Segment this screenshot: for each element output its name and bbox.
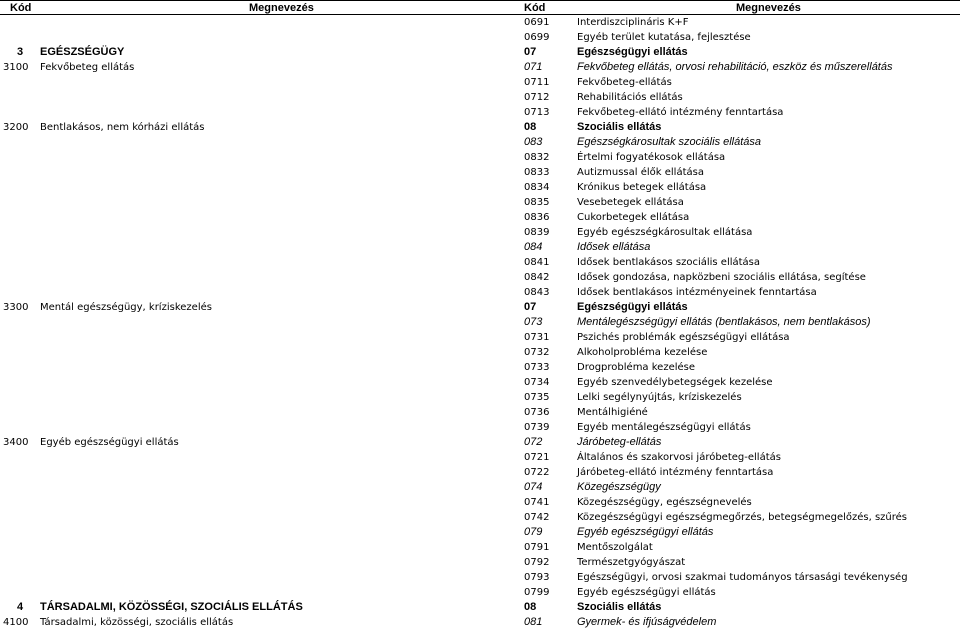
- right-name-cell: Közegészségügy, egészségnevelés: [577, 497, 752, 508]
- right-code-cell: 0721: [524, 452, 550, 463]
- right-code-cell: 0699: [524, 32, 550, 43]
- table-row: [0, 45, 960, 60]
- left-name-cell: EGÉSZSÉGÜGY: [40, 46, 125, 58]
- table-row: [0, 495, 960, 510]
- right-name-cell: Szociális ellátás: [577, 601, 662, 613]
- right-code-cell: 0832: [524, 152, 550, 163]
- right-code-cell: 0739: [524, 422, 550, 433]
- right-name-cell: Értelmi fogyatékosok ellátása: [577, 152, 726, 163]
- right-name-cell: Egyéb egészségügyi ellátás: [577, 526, 714, 538]
- left-name-cell: TÁRSADALMI, KÖZÖSSÉGI, SZOCIÁLIS ELLÁTÁS: [40, 601, 303, 613]
- right-name-cell: Egyéb terület kutatása, fejlesztése: [577, 32, 751, 43]
- left-code-cell: 3300: [3, 302, 29, 313]
- table-row: [0, 540, 960, 555]
- table-row: [0, 75, 960, 90]
- right-name-cell: Idősek bentlakásos intézményeinek fenntartása: [577, 287, 817, 298]
- right-name-cell: Fekvőbeteg-ellátás: [577, 77, 672, 88]
- right-code-cell: 073: [524, 316, 543, 328]
- right-code-cell: 0742: [524, 512, 550, 523]
- table-row: [0, 390, 960, 405]
- right-name-cell: Mentálhigiéné: [577, 407, 648, 418]
- table-row: [0, 480, 960, 495]
- right-code-cell: 0734: [524, 377, 550, 388]
- table-row: [0, 255, 960, 270]
- right-code-cell: 0711: [524, 77, 550, 88]
- right-code-cell: 0792: [524, 557, 550, 568]
- right-name-cell: Rehabilitációs ellátás: [577, 92, 683, 103]
- right-name-cell: Idősek gondozása, napközbeni szociális ellátása, segítése: [577, 272, 866, 283]
- table-row: [0, 555, 960, 570]
- right-code-cell: 0691: [524, 17, 550, 28]
- right-name-cell: Idősek ellátása: [577, 241, 651, 253]
- table-row: [0, 105, 960, 120]
- table-row: [0, 150, 960, 165]
- right-code-cell: 0842: [524, 272, 550, 283]
- right-name-cell: Járóbeteg-ellátás: [577, 436, 662, 448]
- right-code-cell: 0791: [524, 542, 550, 553]
- right-name-cell: Járóbeteg-ellátó intézmény fenntartása: [577, 467, 774, 478]
- right-code-cell: 0836: [524, 212, 550, 223]
- right-code-cell: 0713: [524, 107, 550, 118]
- table-row: [0, 600, 960, 615]
- table-row: [0, 315, 960, 330]
- table-row: [0, 450, 960, 465]
- right-code-cell: 071: [524, 61, 543, 73]
- table-row: [0, 120, 960, 135]
- right-code-cell: 0735: [524, 392, 550, 403]
- left-name-cell: Mentál egészségügy, kríziskezelés: [40, 302, 212, 313]
- right-code-cell: 08: [524, 601, 537, 613]
- right-code-cell: 0833: [524, 167, 550, 178]
- right-code-cell: 0722: [524, 467, 550, 478]
- right-code-cell: 0839: [524, 227, 550, 238]
- table-row: [0, 210, 960, 225]
- right-name-cell: Általános és szakorvosi járóbeteg-ellátás: [577, 452, 781, 463]
- right-code-cell: 0733: [524, 362, 550, 373]
- right-name-cell: Egészségkárosultak szociális ellátása: [577, 136, 762, 148]
- right-code-cell: 08: [524, 121, 537, 133]
- right-name-cell: Autizmussal élők ellátása: [577, 167, 704, 178]
- table-row: [0, 285, 960, 300]
- right-code-cell: 0793: [524, 572, 550, 583]
- right-code-cell: 0712: [524, 92, 550, 103]
- right-name-cell: Egyéb egészségkárosultak ellátása: [577, 227, 753, 238]
- left-name-cell: Fekvőbeteg ellátás: [40, 62, 135, 73]
- right-code-cell: 0732: [524, 347, 550, 358]
- right-name-cell: Idősek bentlakásos szociális ellátása: [577, 257, 761, 268]
- right-code-cell: 0834: [524, 182, 550, 193]
- table-row: [0, 30, 960, 45]
- right-code-cell: 0835: [524, 197, 550, 208]
- header-kod-right: Kód: [524, 2, 546, 14]
- right-name-cell: Alkoholprobléma kezelése: [577, 347, 708, 358]
- table-row: [0, 345, 960, 360]
- right-code-cell: 081: [524, 616, 543, 628]
- right-name-cell: Egyéb egészségügyi ellátás: [577, 587, 716, 598]
- table-row: [0, 420, 960, 435]
- right-name-cell: Egyéb mentálegészségügyi ellátás: [577, 422, 751, 433]
- table-row: [0, 525, 960, 540]
- right-code-cell: 07: [524, 46, 537, 58]
- table-row: [0, 270, 960, 285]
- table-row: [0, 330, 960, 345]
- header-megnevezes-right: Megnevezés: [736, 2, 801, 14]
- right-name-cell: Egészségügyi ellátás: [577, 46, 688, 58]
- right-code-cell: 084: [524, 241, 543, 253]
- left-code-cell: 3100: [3, 62, 29, 73]
- table-row: [0, 405, 960, 420]
- table-row: [0, 165, 960, 180]
- right-code-cell: 0841: [524, 257, 550, 268]
- right-code-cell: 072: [524, 436, 543, 448]
- right-code-cell: 0736: [524, 407, 550, 418]
- right-name-cell: Vesebetegek ellátása: [577, 197, 684, 208]
- right-name-cell: Fekvőbeteg-ellátó intézmény fenntartása: [577, 107, 784, 118]
- right-name-cell: Fekvőbeteg ellátás, orvosi rehabilitáció, eszköz és műszerellátás: [577, 61, 893, 73]
- table-row: [0, 300, 960, 315]
- table-row: [0, 375, 960, 390]
- table-row: [0, 135, 960, 150]
- left-code-cell: 3400: [3, 437, 29, 448]
- table-row: [0, 570, 960, 585]
- right-name-cell: Krónikus betegek ellátása: [577, 182, 707, 193]
- right-name-cell: Egészségügyi, orvosi szakmai tudományos társasági tevékenység: [577, 572, 908, 583]
- table-row: [0, 225, 960, 240]
- right-name-cell: Pszichés problémák egészségügyi ellátása: [577, 332, 790, 343]
- left-code-cell: 3: [17, 46, 24, 58]
- right-code-cell: 074: [524, 481, 543, 493]
- right-name-cell: Gyermek- és ifjúságvédelem: [577, 616, 717, 628]
- right-code-cell: 083: [524, 136, 543, 148]
- right-name-cell: Lelki segélynyújtás, kríziskezelés: [577, 392, 742, 403]
- left-name-cell: Bentlakásos, nem kórházi ellátás: [40, 122, 205, 133]
- left-code-cell: 3200: [3, 122, 29, 133]
- right-name-cell: Drogprobléma kezelése: [577, 362, 696, 373]
- right-name-cell: Mentálegészségügyi ellátás (bentlakásos, nem bentlakásos): [577, 316, 871, 328]
- header-megnevezes-left: Megnevezés: [249, 2, 314, 14]
- table-row: [0, 180, 960, 195]
- right-name-cell: Egészségügyi ellátás: [577, 301, 688, 313]
- table-row: [0, 240, 960, 255]
- right-code-cell: 0843: [524, 287, 550, 298]
- left-name-cell: Társadalmi, közösségi, szociális ellátás: [40, 617, 234, 628]
- right-name-cell: Közegészségügyi egészségmegőrzés, betegségmegelőzés, szűrés: [577, 512, 908, 523]
- left-code-cell: 4: [17, 601, 24, 613]
- right-code-cell: 0731: [524, 332, 550, 343]
- right-name-cell: Közegészségügy: [577, 481, 661, 493]
- right-name-cell: Cukorbetegek ellátása: [577, 212, 690, 223]
- table-row: [0, 90, 960, 105]
- left-name-cell: Egyéb egészségügyi ellátás: [40, 437, 179, 448]
- right-code-cell: 0741: [524, 497, 550, 508]
- right-code-cell: 079: [524, 526, 543, 538]
- table-row: [0, 615, 960, 630]
- right-name-cell: Egyéb szenvedélybetegségek kezelése: [577, 377, 773, 388]
- right-name-cell: Szociális ellátás: [577, 121, 662, 133]
- table-row: [0, 435, 960, 450]
- table-row: [0, 195, 960, 210]
- right-name-cell: Természetgyógyászat: [577, 557, 686, 568]
- table-row: [0, 15, 960, 30]
- table-row: [0, 585, 960, 600]
- table-row: [0, 60, 960, 75]
- right-code-cell: 07: [524, 301, 537, 313]
- header-kod-left: Kód: [10, 2, 32, 14]
- left-code-cell: 4100: [3, 617, 29, 628]
- right-name-cell: Interdiszciplináris K+F: [577, 17, 689, 28]
- table-header: [0, 0, 960, 15]
- right-name-cell: Mentőszolgálat: [577, 542, 653, 553]
- table-row: [0, 510, 960, 525]
- right-code-cell: 0799: [524, 587, 550, 598]
- table-row: [0, 465, 960, 480]
- table-row: [0, 360, 960, 375]
